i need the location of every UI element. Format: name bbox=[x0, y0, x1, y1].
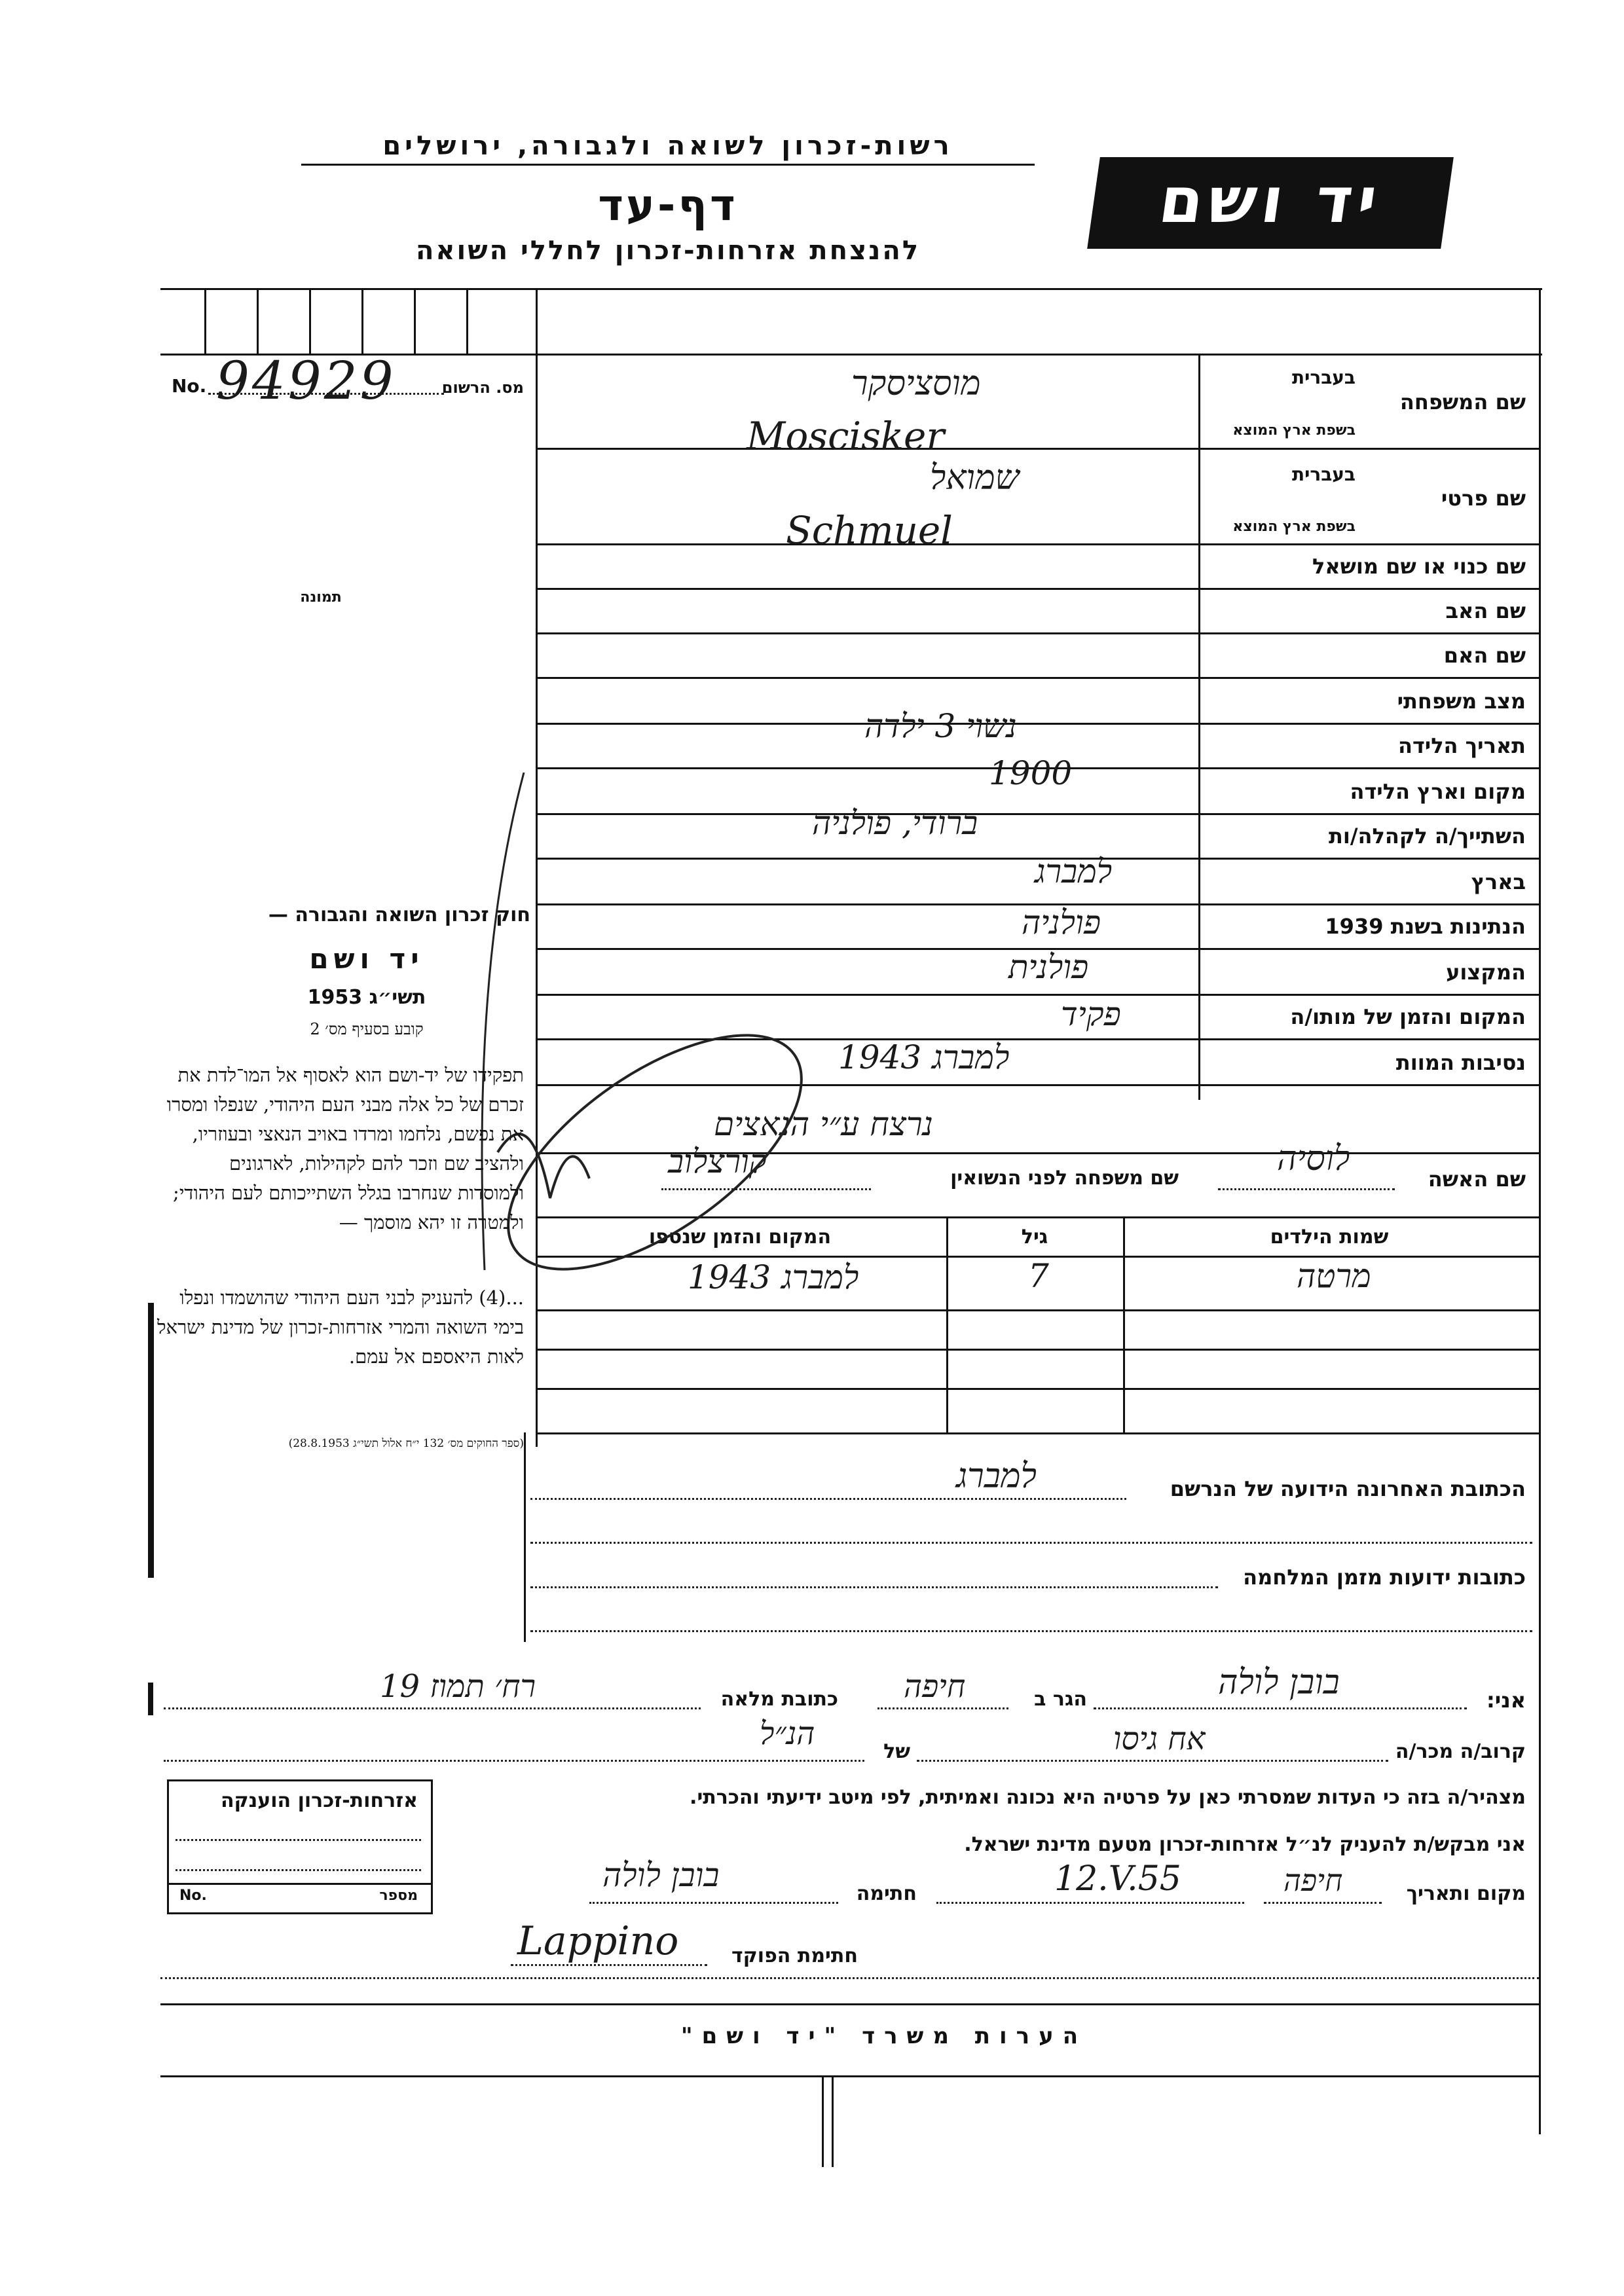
in-hebrew-label-1: בעברית bbox=[1291, 367, 1356, 388]
photo-label: תמונה bbox=[300, 589, 342, 606]
community-value: למברג bbox=[1035, 852, 1113, 890]
signature-label: חתימה bbox=[856, 1882, 917, 1905]
mother-name-label: שם האם bbox=[1443, 643, 1526, 668]
declarant-label: אני: bbox=[1486, 1688, 1526, 1713]
profession-label: המקצוע bbox=[1446, 960, 1526, 985]
law-section: קובע בסעיף מס׳ 2 bbox=[310, 1020, 424, 1038]
wartime-addresses-label: כתובות ידועות מזמן המלחמה bbox=[1243, 1565, 1526, 1590]
law-citation: (ספר החוקים מס׳ 132 י״ח אלול תשי״ג 28.8.1953) bbox=[288, 1437, 524, 1450]
marital-status-label: מצב משפחתי bbox=[1397, 689, 1526, 714]
children-place-time-header: המקום והזמן שנספו bbox=[648, 1226, 832, 1248]
last-known-address-label: הכתובת האחרונה הידועה של הנרשם bbox=[1170, 1476, 1526, 1501]
full-address-label: כתובת מלאה bbox=[720, 1688, 838, 1711]
country-value: פולניה bbox=[1022, 903, 1101, 941]
children-age-header: גיל bbox=[1021, 1226, 1048, 1248]
residing-label: הגר ב bbox=[1034, 1688, 1087, 1711]
place-date-label: מקום ותאריך bbox=[1406, 1882, 1526, 1905]
law-clause: ...(4) להעניק לבני העם היהודי שהושמדו ונפלו בימי השואה והמרי אזרחות-זכרון של מדינת ישראל לאות היאספם אל עמם. bbox=[157, 1286, 524, 1368]
form-subtitle: להנצחת אזרחות-זכרון לחללי השואה bbox=[415, 236, 921, 266]
registration-number-label: מס. הרשום bbox=[441, 378, 524, 397]
child-age-value: 7 bbox=[1028, 1257, 1049, 1295]
citizenship-label: הנתינות בשנת 1939 bbox=[1325, 914, 1526, 939]
family-name-label: שם המשפחה bbox=[1399, 390, 1526, 414]
first-name-hebrew-value: שמואל bbox=[930, 458, 1020, 498]
profession-value: פקיד bbox=[1061, 995, 1121, 1033]
grant-box-no-label: No. bbox=[179, 1887, 207, 1904]
father-name-label: שם האב bbox=[1445, 598, 1526, 623]
law-side-bar bbox=[148, 1303, 154, 1578]
registration-no-label: No. bbox=[172, 375, 207, 397]
birth-date-value: 1900 bbox=[989, 754, 1073, 792]
wife-name-value: לוסיה bbox=[1277, 1139, 1350, 1178]
grant-box-number-label: מספר bbox=[379, 1887, 418, 1904]
declaration-left-bar bbox=[148, 1683, 153, 1715]
office-notes-title: הערות משרד "יד ושם" bbox=[680, 2023, 1088, 2049]
death-place-time-value: למברג 1943 bbox=[838, 1038, 1010, 1076]
law-name: יד ושם bbox=[309, 943, 424, 975]
relative-label: קרוב/ה מכר/ה bbox=[1395, 1740, 1526, 1763]
first-name-latin-value: Schmuel bbox=[786, 508, 953, 553]
in-hebrew-label-2: בעברית bbox=[1291, 464, 1356, 485]
death-place-time-label: המקום והזמן של מותו/ה bbox=[1290, 1004, 1526, 1029]
place-value: חיפה bbox=[1283, 1863, 1343, 1898]
birth-place-label: מקום וארץ הלידה bbox=[1350, 779, 1526, 804]
of-label: של bbox=[883, 1740, 910, 1763]
logo-text: יד ושם bbox=[1154, 164, 1387, 237]
yad-vashem-logo bbox=[1087, 157, 1454, 249]
statement-line-1: מצהיר/ה בזה כי העדות שמסרתי כאן על פרטיה היא נכונה ואמיתית, לפי מיטב ידיעתי והכרתי. bbox=[690, 1786, 1526, 1809]
marital-status-value: נשוי 3 ילדה bbox=[864, 707, 1017, 745]
children-names-header: שמות הילדים bbox=[1270, 1226, 1389, 1248]
nickname-label: שם כנוי או שם מושאל bbox=[1312, 554, 1526, 579]
date-value: 12.V.55 bbox=[1054, 1859, 1181, 1899]
full-address-value: רח׳ תמוז 19 bbox=[380, 1668, 536, 1705]
community-label: השתייך/ה לקהלה/ות bbox=[1328, 824, 1526, 848]
citizenship-value: פולנית bbox=[1008, 948, 1089, 986]
registration-number-value: 94929 bbox=[216, 350, 396, 411]
statement-line-2: אני מבקש/ת להעניק לנ״ל אזרחות-זכרון מטעם מדינת ישראל. bbox=[964, 1833, 1526, 1856]
in-country-language-label-1: בשפת ארץ המוצא bbox=[1232, 422, 1356, 439]
child-name-value: מרטה bbox=[1297, 1257, 1371, 1295]
law-title: חוק זכרון השואה והגבורה — bbox=[268, 903, 530, 926]
maiden-name-value: קורצלוב bbox=[668, 1142, 767, 1180]
wife-name-label: שם האשה bbox=[1428, 1167, 1526, 1192]
relative-value: אח גיסו bbox=[1113, 1721, 1206, 1757]
of-value: הנ״ל bbox=[760, 1715, 815, 1752]
death-circumstances-value: נרצח ע״י הנאצים bbox=[714, 1105, 933, 1143]
official-signature-value: Lappino bbox=[517, 1918, 679, 1964]
family-name-hebrew-value: מוסציסקר bbox=[851, 364, 981, 403]
country-label: בארץ bbox=[1471, 869, 1526, 894]
declarant-value: בובן לולה bbox=[1218, 1663, 1340, 1702]
birth-place-value: ברודי, פולניה bbox=[812, 804, 978, 842]
law-year: תשי״ג 1953 bbox=[307, 986, 426, 1009]
birth-date-label: תאריך הלידה bbox=[1397, 733, 1526, 758]
authority-title: רשות-זכרון לשואה ולגבורה, ירושלים bbox=[301, 131, 1035, 166]
child-place-time-value: למברג 1943 bbox=[688, 1258, 859, 1296]
memorial-citizenship-grant-box bbox=[167, 1779, 433, 1914]
death-circumstances-label: נסיבות המוות bbox=[1395, 1050, 1526, 1075]
law-body: תפקידו של יד-ושם הוא לאסוף אל המו־לדת את זכרם של כל אלה מבני העם היהודי, שנפלו ומסרו את נפשם, נלחמו ומרדו באויב הנאצי ובעוזריו, ולהציב שם וזכר להם לקהילות, לארגונים ולמוסדות שנחרבו בגלל השתייכותם לעם היהודי; ולמטרה זו יהא מוסמך — bbox=[166, 1064, 524, 1233]
maiden-name-label: שם משפחה לפני הנשואין bbox=[950, 1167, 1179, 1190]
signature-value: בובן לולה bbox=[602, 1856, 720, 1894]
last-known-address-value: למברג bbox=[956, 1457, 1037, 1496]
official-signature-label: חתימת הפוקד bbox=[731, 1944, 858, 1967]
first-name-label: שם פרטי bbox=[1441, 486, 1526, 511]
in-country-language-label-2: בשפת ארץ המוצא bbox=[1232, 519, 1356, 535]
grant-box-title: אזרחות-זכרון הוענקה bbox=[220, 1789, 418, 1812]
residing-value: חיפה bbox=[904, 1668, 966, 1705]
family-name-latin-value: Moscisker bbox=[747, 414, 945, 458]
form-title: דף-עד bbox=[598, 180, 738, 230]
